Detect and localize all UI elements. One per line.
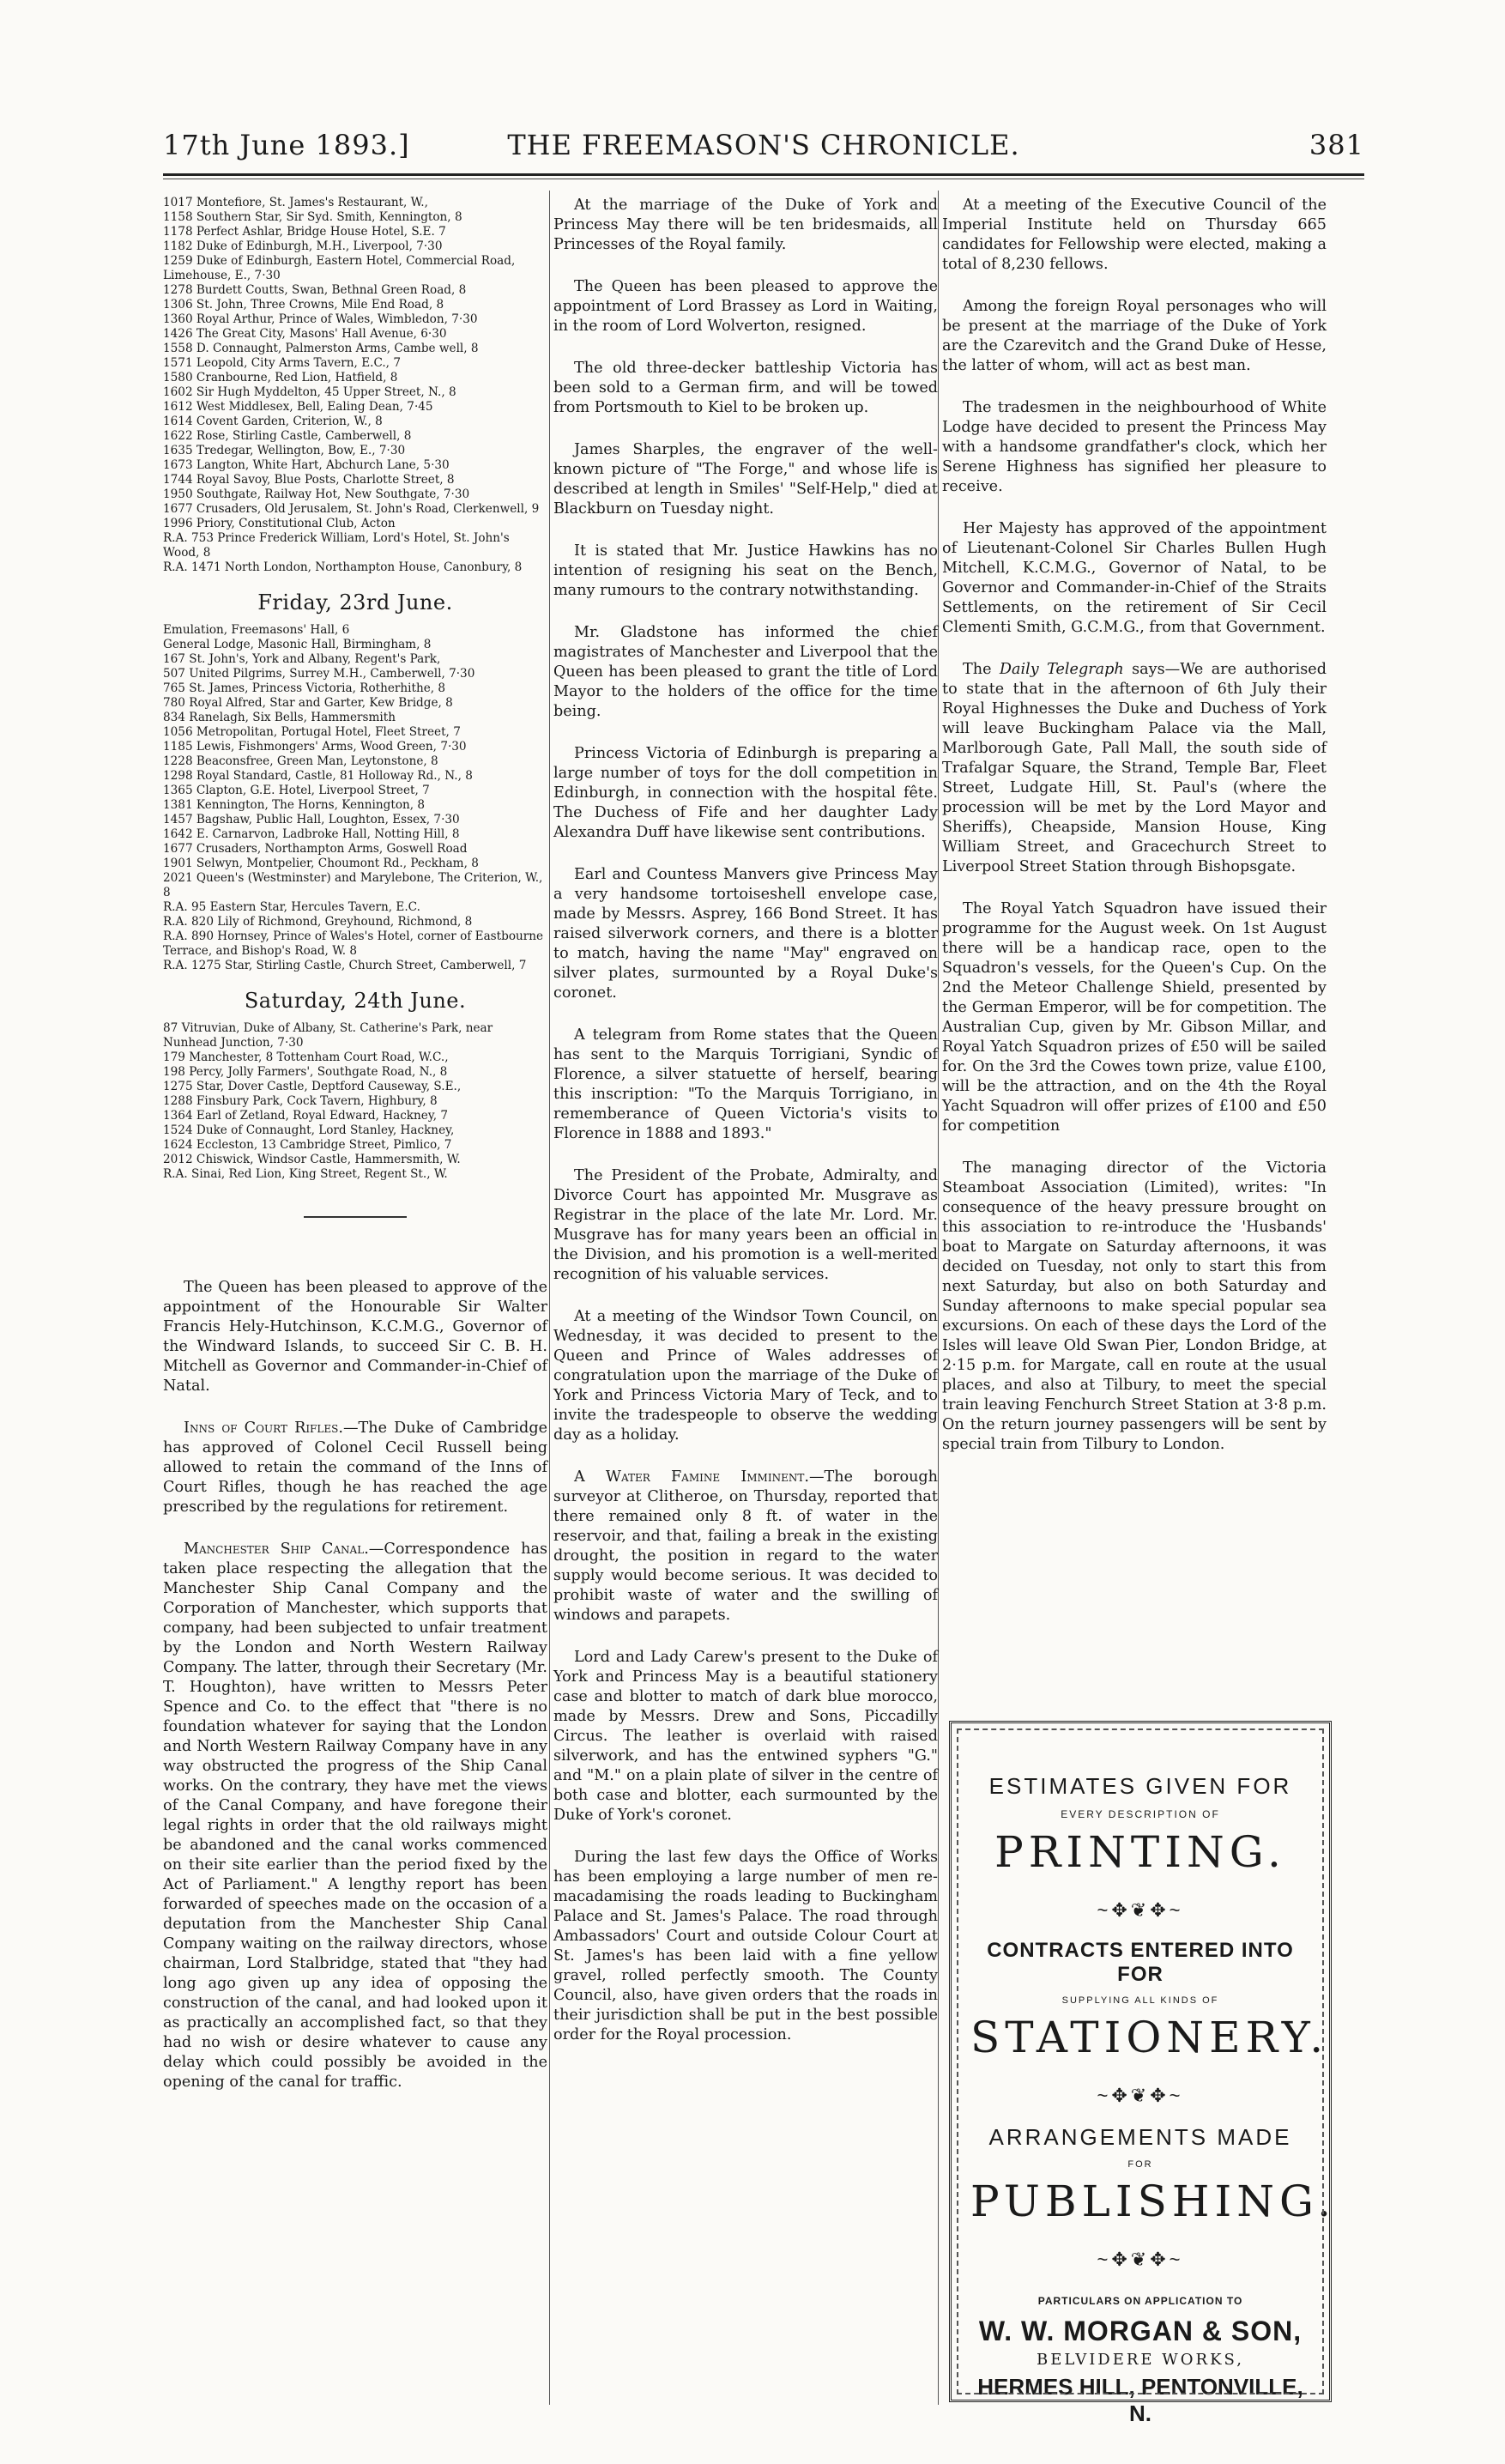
meeting-entry: 1677 Crusaders, Northampton Arms, Goswell Road [163, 842, 468, 856]
ad-line: ARRANGEMENTS MADE [988, 2124, 1292, 2150]
page-header [163, 129, 1364, 180]
article-paragraph: Princess Victoria of Edinburgh is preparing a large number of toys for the doll competition in Edinburgh, in connection with the hospital fête. The Duchess of Fife and her daughter Lady Alexandra Duff have likewise sent contributions. [553, 745, 938, 841]
meeting-entry: Emulation, Freemasons' Hall, 6 [163, 623, 350, 637]
ornament-icon: ~✥❦✥~ [1097, 2085, 1184, 2106]
article-daily-telegraph [942, 660, 1327, 877]
ad-line: FOR [1127, 2159, 1153, 2170]
article-paragraph: At a meeting of the Executive Council of the Imperial Institute held on Thursday 665 candidates for Fellowship were elected, making a total of 8,230 fellows. [942, 197, 1327, 273]
page-number: 381 [1309, 129, 1364, 161]
meeting-list-thursday [163, 196, 547, 575]
meeting-entry: General Lodge, Masonic Hall, Birmingham, 8 [163, 638, 432, 651]
article-body: —The borough surveyor at Clitheroe, on Thursday, reported that there remained only 8 ft. of water in the reservoir, and that, failing a break in the existing drought, the position in regard to the water supply would become serious. It was decided to prohibit waste of water and the swilling of windows and parapets. [553, 1468, 938, 1624]
meeting-entry: R.A. 890 Hornsey, Prince of Wales's Hotel, corner of Eastbourne Terrace, and Bishop's Road, W. 8 [163, 929, 544, 958]
meeting-entry: 1185 Lewis, Fishmongers' Arms, Wood Green, 7·30 [163, 740, 467, 754]
article-lead: Manchester Ship Canal. [184, 1541, 369, 1558]
ad-line: EVERY DESCRIPTION OF [1061, 1808, 1220, 1820]
meeting-entry: R.A. 820 Lily of Richmond, Greyhound, Richmond, 8 [163, 915, 473, 929]
article-paragraph: At the marriage of the Duke of York and Princess May there will be ten bridesmaids, all Princesses of the Royal family. [553, 197, 938, 253]
column-divider [938, 191, 939, 2405]
meeting-list-friday [163, 623, 547, 973]
ad-line: SUPPLYING ALL KINDS OF [1061, 1995, 1219, 2006]
article-paragraph: It is stated that Mr. Justice Hawkins has no intention of resigning his seat on the Bench, many rumours to the contrary notwithstanding. [553, 542, 938, 599]
meeting-entry: 1677 Crusaders, Old Jerusalem, St. John's Road, Clerkenwell, 9 [163, 502, 540, 516]
meeting-entry: 198 Percy, Jolly Farmers', Southgate Road, N., 8 [163, 1065, 448, 1079]
column-2 [553, 196, 938, 2067]
article-lead: A Water Famine Imminent. [574, 1468, 809, 1486]
meeting-entry: 87 Vitruvian, Duke of Albany, St. Catherine's Park, near Nunhead Junction, 7·30 [163, 1021, 493, 1050]
article-paragraph: At a meeting of the Windsor Town Council, on Wednesday, it was decided to present to the Queen and Prince of Wales addresses of congratulation upon the marriage of the Duke of York and Princess Victoria Mary of Teck, and to invite the tradespeople to observe the wedding day as a holiday. [553, 1308, 938, 1444]
meeting-entry: 1457 Bagshaw, Public Hall, Loughton, Essex, 7·30 [163, 813, 460, 826]
meeting-entry: 1524 Duke of Connaught, Lord Stanley, Hackney, [163, 1123, 455, 1137]
issue-date: 17th June 1893.] [163, 129, 410, 161]
meeting-entry: 1996 Priory, Constitutional Club, Acton [163, 517, 396, 530]
meeting-entry: 507 United Pilgrims, Surrey M.H., Camberwell, 7·30 [163, 667, 475, 681]
article-paragraph: A telegram from Rome states that the Queen has sent to the Marquis Torrigiani, Syndic of Florence, a silver statuette of herself, bearing this inscription: "To the Marquis Torrigiano, in rememberance of Queen Victoria's visits to Florence in 1888 and 1893." [553, 1026, 938, 1142]
meeting-entry: 1158 Southern Star, Sir Syd. Smith, Kennington, 8 [163, 210, 462, 224]
ad-heading-stationery: STATIONERY. [970, 2013, 1329, 2062]
meeting-entry: 1950 Southgate, Railway Hot, New Southgate, 7·30 [163, 487, 470, 501]
article-inns-of-court [163, 1419, 547, 1517]
meeting-entry: 1178 Perfect Ashlar, Bridge House Hotel, S.E. 7 [163, 225, 446, 239]
section-divider [304, 1216, 407, 1218]
meeting-entry: 1673 Langton, White Hart, Abchurch Lane, 5·30 [163, 458, 450, 472]
meeting-entry: 1056 Metropolitan, Portugal Hotel, Fleet Street, 7 [163, 725, 461, 739]
meeting-entry: 1288 Finsbury Park, Cock Tavern, Highbury, 8 [163, 1094, 438, 1108]
meeting-entry: 1426 The Great City, Masons' Hall Avenue, 6·30 [163, 327, 447, 341]
meeting-entry: 1901 Selwyn, Montpelier, Choumont Rd., Peckham, 8 [163, 857, 479, 870]
meeting-entry: 1642 E. Carnarvon, Ladbroke Hall, Notting Hill, 8 [163, 827, 460, 841]
article-paragraph: The President of the Probate, Admiralty, and Divorce Court has appointed Mr. Musgrave as Registrar in the place of the late Mr. Lord. Mr. Musgrave has for many years been an official in the Division, and his promotion is a well-merited recognition of his valuable services. [553, 1167, 938, 1283]
article-paragraph: James Sharples, the engraver of the well-known picture of "The Forge," and whose life is described at length in Smiles' "Self-Help," died at Blackburn on Tuesday night. [553, 441, 938, 518]
meeting-entry: 1612 West Middlesex, Bell, Ealing Dean, 7·45 [163, 400, 433, 414]
meeting-entry: 1580 Cranbourne, Red Lion, Hatfield, 8 [163, 371, 398, 384]
article-paragraph: The Queen has been pleased to approve the appointment of Lord Brassey as Lord in Waiting, in the room of Lord Wolverton, resigned. [553, 278, 938, 335]
meeting-entry: 765 St. James, Princess Victoria, Rotherhithe, 8 [163, 681, 446, 695]
day-heading-saturday: Saturday, 24th June. [244, 989, 467, 1013]
ad-company-name: W. W. MORGAN & SON, [978, 2316, 1303, 2346]
meeting-entry: 1017 Montefiore, St. James's Restaurant, W., [163, 196, 428, 209]
meeting-entry: 1571 Leopold, City Arms Tavern, E.C., 7 [163, 356, 401, 370]
article-paragraph: Her Majesty has approved of the appointment of Lieutenant-Colonel Sir Charles Bullen Hugh Mitchell, K.C.M.G., Governor of Natal, to be Governor and Commander-in-Chief of the Straits Settlements, on the retirement of Sir Cecil Clementi Smith, G.C.M.G., from that Government. [942, 520, 1327, 636]
meeting-entry: R.A. 1471 North London, Northampton House, Canonbury, 8 [163, 560, 523, 574]
meeting-entry: 1744 Royal Savoy, Blue Posts, Charlotte Street, 8 [163, 473, 455, 487]
ad-heading-printing: PRINTING. [994, 1827, 1286, 1877]
meeting-entry: 1602 Sir Hugh Myddelton, 45 Upper Street, N., 8 [163, 385, 456, 399]
meeting-entry: 1275 Star, Dover Castle, Deptford Causeway, S.E., [163, 1080, 462, 1093]
newspaper-name: Daily Telegraph [999, 661, 1124, 678]
article-paragraph: Among the foreign Royal personages who will be present at the marriage of the Duke of York are the Czarevitch and the Grand Duke of Hesse, the latter of whom, will act as best man. [942, 298, 1327, 374]
ad-heading-publishing: PUBLISHING. [970, 2176, 1337, 2226]
article-paragraph: Mr. Gladstone has informed the chief magistrates of Manchester and Liverpool that the Queen has been pleased to grant the title of Lord Mayor to the holders of the office for the time being. [553, 624, 938, 720]
column-1 [163, 196, 547, 2115]
article-paragraph: The tradesmen in the neighbourhood of White Lodge have decided to present the Princess May with a handsome grandfather's clock, which her Serene Highness has signified her pleasure to receive. [942, 399, 1327, 495]
meeting-entry: 1558 D. Connaught, Palmerston Arms, Cambe well, 8 [163, 342, 479, 355]
meeting-entry: 1278 Burdett Coutts, Swan, Bethnal Green Road, 8 [163, 283, 467, 297]
article-paragraph: The Queen has been pleased to approve of the appointment of the Honourable Sir Walter Francis Hely-Hutchinson, K.C.M.G., Governor of the Windward Islands, to succeed Sir C. B. H. Mitchell as Governor and Commander-in-Chief of Natal. [163, 1279, 547, 1395]
article-body: —The Duke of Cambridge has approved of Colonel Cecil Russell being allowed to retain the command of the Inns of Court Rifles, though he has reached the age prescribed by the regulations for retirement. [163, 1420, 547, 1516]
article-paragraph: The managing director of the Victoria Steamboat Association (Limited), writes: "In consequence of the heavy pressure brought on this association to re-introduce the 'Husbands' boat to Margate on Saturday afternoons, it was decided on Tuesday, not only to start this from next Saturday, but also on both Saturday and Sunday afternoons to make special popular sea excursions. On each of these days the Lord of the Isles will leave Old Swan Pier, London Bridge, at 2·15 p.m. for Margate, call en route at the usual places, and also at Tilbury, to meet the special train leaving Fenchurch Street Station at 3·8 p.m. On the return journey passengers will be sent by special train from Tilbury to London. [942, 1159, 1327, 1453]
article-paragraph: The old three-decker battleship Victoria has been sold to a German firm, and will be towed from Portsmouth to Kiel to be broken up. [553, 360, 938, 416]
ornament-icon: ~✥❦✥~ [1097, 1899, 1184, 1921]
ad-address: HERMES HILL, PENTONVILLE, N. [977, 2374, 1303, 2426]
article-paragraph: Lord and Lady Carew's present to the Duke of York and Princess May is a beautiful stationery case and blotter to match of dark blue morocco, made by Messrs. Drew and Sons, Piccadilly Circus. The leather is overlaid with raised silverwork, and has the entwined syphers "G." and "M." on a plain plate of silver in the centre of both case and blotter, each surmounted by the Duke of York's coronet. [553, 1649, 938, 1824]
meeting-entry: 1624 Eccleston, 13 Cambridge Street, Pimlico, 7 [163, 1138, 452, 1152]
meeting-entry: 834 Ranelagh, Six Bells, Hammersmith [163, 711, 396, 724]
column-3 [942, 196, 1327, 1477]
masthead-title: THE FREEMASON'S CHRONICLE. [507, 129, 1020, 161]
article-lead: Inns of Court Rifles. [184, 1420, 343, 1437]
column-divider [549, 191, 550, 2405]
meeting-entry: 2012 Chiswick, Windsor Castle, Hammersmith, W. [163, 1153, 461, 1166]
meeting-entry: 1635 Tredegar, Wellington, Bow, E., 7·30 [163, 444, 406, 457]
ad-line: BELVIDERE WORKS, [1037, 2351, 1244, 2369]
meeting-entry: R.A. 95 Eastern Star, Hercules Tavern, E.C. [163, 900, 420, 914]
meeting-entry: R.A. 753 Prince Frederick William, Lord's Hotel, St. John's Wood, 8 [163, 531, 510, 560]
meeting-entry: R.A. 1275 Star, Stirling Castle, Church Street, Camberwell, 7 [163, 959, 527, 972]
meeting-list-saturday [163, 1021, 547, 1182]
meeting-entry: 1364 Earl of Zetland, Royal Edward, Hackney, 7 [163, 1109, 449, 1123]
meeting-entry: 1365 Clapton, G.E. Hotel, Liverpool Street, 7 [163, 784, 430, 797]
meeting-entry: R.A. Sinai, Red Lion, King Street, Regent St., W. [163, 1167, 448, 1181]
meeting-entry: 1259 Duke of Edinburgh, Eastern Hotel, Commercial Road, Limehouse, E., 7·30 [163, 254, 516, 282]
article-paragraph: The Royal Yatch Squadron have issued their programme for the August week. On 1st August there will be a handicap race, open to the Squadron's vessels, for the Queen's Cup. On the 2nd the Meteor Challenge Shield, presented by the German Emperor, will be for competition. The Australian Cup, given by Mr. Gibson Millar, and Royal Yatch Squadron prizes of £50 will be sailed for. On the 3rd the Cowes town prize, value £100, will be the attraction, and on the 4th the Royal Yacht Squadron will offer prizes of £100 and £50 for competition [942, 900, 1327, 1135]
meeting-entry: 1622 Rose, Stirling Castle, Camberwell, 8 [163, 429, 412, 443]
printing-advertisement [949, 1721, 1337, 2426]
day-heading-friday: Friday, 23rd June. [257, 590, 453, 614]
article-paragraph: During the last few days the Office of Works has been employing a large number of men re-macadamising the roads leading to Buckingham Palace and St. James's Palace. The road through Ambassadors' Court and outside Colour Court at St. James's has been laid with a fine yellow gravel, rolled perfectly smooth. The County Council, also, have given orders that the roads in their jurisdiction shall be put in the best possible order for the Royal procession. [553, 1849, 938, 2043]
ornament-icon: ~✥❦✥~ [1097, 2249, 1184, 2270]
meeting-entry: 1381 Kennington, The Horns, Kennington, 8 [163, 798, 426, 812]
ad-line: CONTRACTS ENTERED INTO FOR [987, 1939, 1294, 1986]
article-body: says—We are authorised to state that in the afternoon of 6th July their Royal Highnesses the Duke and Duchess of York will leave Buckingham Palace via the Mall, Marlborough Gate, Pall Mall, the south side of Trafalgar Square, the Strand, Temple Bar, Fleet Street, Ludgate Hill, St. Paul's (where the procession will be met by the Lord Mayor and Sheriffs), Cheapside, Mansion House, King William Street, and Gracechurch Street to Liverpool Street Station through Bishopsgate. [942, 661, 1327, 875]
ad-line: ESTIMATES GIVEN FOR [988, 1773, 1292, 1799]
ad-line: PARTICULARS ON APPLICATION TO [1037, 2295, 1243, 2307]
meeting-entry: 1614 Covent Garden, Criterion, W., 8 [163, 415, 383, 428]
meeting-entry: 1182 Duke of Edinburgh, M.H., Liverpool, 7·30 [163, 239, 443, 253]
meeting-entry: 1228 Beaconsfree, Green Man, Leytonstone, 8 [163, 754, 438, 768]
meeting-entry: 167 St. John's, York and Albany, Regent's Park, [163, 652, 441, 666]
article-lead: The [963, 661, 1000, 678]
article-body: —Correspondence has taken place respecting the allegation that the Manchester Ship Canal Company and the Corporation of Manchester, which supports that company, had been subjected to unfair treatment by the London and North Western Railway Company. The latter, through their Secretary (Mr. T. Houghton), have written to Messrs Peter Spence and Co. to the effect that "there is no foundation whatever for saying that the London and North Western Railway Company have in any way obstructed the progress of the Ship Canal works. On the contrary, they have met the views of the Canal Company, and have foregone their legal rights in order that the old railways might be abandoned and the canal works commenced on their site earlier than the period fixed by the Act of Parliament." A lengthy report has been forwarded of speeches made on the occasion of a deputation from the Manchester Ship Canal Company waiting on the railway directors, whose chairman, Lord Stalbridge, stated that "they had long ago given up any idea of opposing the construction of the canal, and had looked upon it as practically an accomplished fact, so that they had no wish or desire whatever to cause any delay which could possibly be avoided in the opening of the canal for traffic. [163, 1541, 547, 2091]
meeting-entry: 179 Manchester, 8 Tottenham Court Road, W.C., [163, 1050, 449, 1064]
article-ship-canal [163, 1540, 547, 2092]
article-water-famine [553, 1468, 938, 1626]
article-paragraph: Earl and Countess Manvers give Princess May a very handsome tortoiseshell envelope case, made by Messrs. Asprey, 166 Bond Street. It has raised silverwork corners, and there is a blotter to match, having the name "May" engraved on silver plates, surmounted by a Royal Duke's coronet. [553, 866, 938, 1002]
meeting-entry: 780 Royal Alfred, Star and Garter, Kew Bridge, 8 [163, 696, 453, 710]
meeting-entry: 2021 Queen's (Westminster) and Marylebone, The Criterion, W., 8 [163, 871, 543, 899]
meeting-entry: 1306 St. John, Three Crowns, Mile End Road, 8 [163, 298, 444, 312]
header-rule [163, 173, 1364, 176]
meeting-entry: 1360 Royal Arthur, Prince of Wales, Wimbledon, 7·30 [163, 312, 478, 326]
meeting-entry: 1298 Royal Standard, Castle, 81 Holloway Rd., N., 8 [163, 769, 473, 783]
